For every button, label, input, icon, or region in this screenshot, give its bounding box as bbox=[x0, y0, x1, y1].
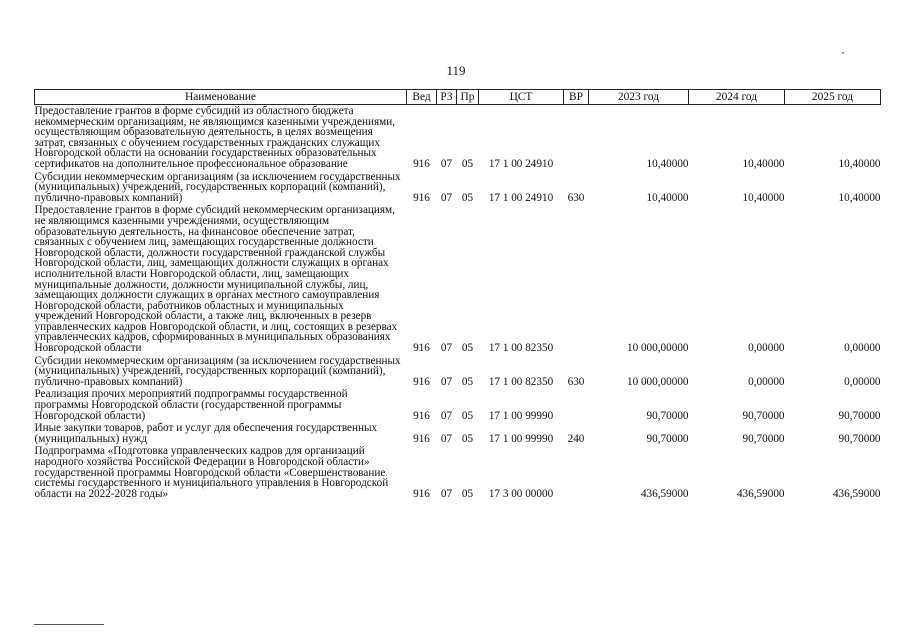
row-rz: 07 bbox=[440, 432, 453, 445]
table-row bbox=[35, 171, 881, 205]
row-ved: 916 bbox=[413, 191, 430, 204]
row-ved: 916 bbox=[413, 342, 430, 355]
row-ved: 916 bbox=[413, 432, 430, 445]
table-row bbox=[35, 388, 881, 422]
row-name: Подпрограмма «Подготовка управленческих кадров для организаций народного хозяйства Российской Федерации в Новгородской области» государственной программы Новгородской области «Совершенствование системы государственного и муниципального управления в Новгородской области на 2022-2028 годы» bbox=[34, 445, 389, 500]
row-pr: 05 bbox=[461, 342, 474, 355]
page-number: 119 bbox=[446, 63, 466, 78]
scan-speck bbox=[842, 52, 844, 54]
row-name: Субсидии некоммерческим организациям (за исключением государственных (муниципальных) учреждений, государственных корпораций (компаний), публично-правовых компаний) bbox=[34, 170, 401, 204]
col-header-2025: 2025 год bbox=[785, 90, 881, 105]
row-2025: 10,40000 bbox=[838, 157, 881, 170]
row-name-cell bbox=[35, 204, 407, 354]
row-cst: 17 1 00 99990 bbox=[488, 432, 554, 445]
row-vr bbox=[564, 204, 589, 354]
row-pr: 05 bbox=[461, 191, 474, 204]
budget-table bbox=[34, 89, 881, 500]
row-rz: 07 bbox=[440, 487, 453, 500]
table-row bbox=[35, 355, 881, 389]
col-header-2023: 2023 год bbox=[589, 90, 689, 105]
table-row bbox=[35, 204, 881, 354]
row-rz: 07 bbox=[440, 191, 453, 204]
row-2025: 0,00000 bbox=[844, 375, 881, 388]
row-ved: 916 bbox=[413, 375, 430, 388]
row-2023: 436,59000 bbox=[640, 487, 689, 500]
table-row bbox=[35, 445, 881, 500]
row-name: Реализация прочих мероприятий подпрограммы государственной программы Новгородской области (государственной программы Новгородской области) bbox=[34, 388, 348, 422]
row-name: Предоставление грантов в форме субсидий некоммерческим организациям, не являющимся казенными учреждениями, осуществляющим образовательную деятельность, на финансовое обеспечение затрат, связанных с обучением лиц, замещающих государственные должности Новгородской области, должности государственной гражданской службы Новгородской области, лиц, замещающих должности служащих в органах исполнительной власти Новгородской области, лиц, замещающих муниципальные должности, должности муниципальной службы, лиц, замещающих должности служащих в органах местного самоуправления Новгородской области, работников областных и муниципальных учреждений Новгородской области, а также лиц, включенных в резерв управленческих кадров Новгородской области, и лиц, состоящих в резервах управленческих кадров, сформированных в муниципальных образованиях Новгородской области bbox=[34, 204, 398, 355]
row-2024: 0,00000 bbox=[748, 375, 785, 388]
row-name-cell bbox=[35, 388, 407, 422]
col-header-2024: 2024 год bbox=[689, 90, 785, 105]
row-2024: 90,70000 bbox=[742, 432, 785, 445]
budget-table-container bbox=[34, 89, 880, 500]
row-2025: 90,70000 bbox=[838, 432, 881, 445]
row-pr: 05 bbox=[461, 157, 474, 170]
row-vr bbox=[564, 445, 589, 500]
row-cst: 17 1 00 24910 bbox=[488, 191, 554, 204]
row-rz: 07 bbox=[440, 342, 453, 355]
row-2023: 10 000,00000 bbox=[626, 342, 689, 355]
table-row bbox=[35, 422, 881, 445]
row-2024: 90,70000 bbox=[742, 409, 785, 422]
row-vr bbox=[564, 388, 589, 422]
row-2023: 10,40000 bbox=[646, 157, 689, 170]
row-2025: 436,59000 bbox=[832, 487, 881, 500]
table-row bbox=[35, 105, 881, 171]
row-2023: 10 000,00000 bbox=[626, 375, 689, 388]
row-2023: 90,70000 bbox=[646, 432, 689, 445]
row-ved: 916 bbox=[413, 409, 430, 422]
row-2025: 90,70000 bbox=[838, 409, 881, 422]
row-cst: 17 1 00 82350 bbox=[488, 375, 554, 388]
row-2023: 90,70000 bbox=[646, 409, 689, 422]
row-2024: 436,59000 bbox=[736, 487, 785, 500]
col-header-cst: ЦСТ bbox=[479, 90, 564, 105]
row-vr: 240 bbox=[567, 432, 585, 445]
table-header-row bbox=[35, 90, 881, 105]
row-cst: 17 1 00 24910 bbox=[488, 157, 554, 170]
row-2024: 10,40000 bbox=[742, 191, 785, 204]
row-name-cell bbox=[35, 105, 407, 171]
row-rz: 07 bbox=[440, 375, 453, 388]
row-2024: 10,40000 bbox=[742, 157, 785, 170]
row-name-cell bbox=[35, 355, 407, 389]
row-ved: 916 bbox=[413, 157, 430, 170]
row-vr: 630 bbox=[567, 191, 585, 204]
col-header-ved: Вед bbox=[407, 90, 437, 105]
row-name: Иные закупки товаров, работ и услуг для обеспечения государственных (муниципальных) нужд bbox=[34, 422, 378, 445]
row-2023: 10,40000 bbox=[646, 191, 689, 204]
col-header-name: Наименование bbox=[35, 90, 407, 105]
col-header-rz: РЗ bbox=[437, 90, 457, 105]
row-name-cell bbox=[35, 422, 407, 445]
footer-rule bbox=[34, 624, 104, 625]
row-cst: 17 1 00 99990 bbox=[488, 409, 554, 422]
row-cst: 17 3 00 00000 bbox=[488, 487, 554, 500]
row-cst: 17 1 00 82350 bbox=[488, 342, 554, 355]
row-ved: 916 bbox=[413, 487, 430, 500]
row-name: Предоставление грантов в форме субсидий из областного бюджета некоммерческим организациям, не являющимся казенными учреждениями, осуществляющим образовательную деятельность, в целях возмещения затрат, связанных с обучением государственных гражданских служащих Новгородской области на основании государственных образовательных сертификатов на дополнительное профессиональное образование bbox=[34, 105, 395, 170]
row-2024: 0,00000 bbox=[748, 342, 785, 355]
row-rz: 07 bbox=[440, 409, 453, 422]
row-vr bbox=[564, 105, 589, 171]
row-name-cell bbox=[35, 445, 407, 500]
row-pr: 05 bbox=[461, 432, 474, 445]
row-vr: 630 bbox=[567, 375, 585, 388]
row-pr: 05 bbox=[461, 409, 474, 422]
row-pr: 05 bbox=[461, 375, 474, 388]
row-2025: 0,00000 bbox=[844, 342, 881, 355]
col-header-pr: Пр bbox=[457, 90, 479, 105]
row-name: Субсидии некоммерческим организациям (за исключением государственных (муниципальных) учреждений, государственных корпораций (компаний), публично-правовых компаний) bbox=[34, 354, 401, 388]
row-name-cell bbox=[35, 171, 407, 205]
row-2025: 10,40000 bbox=[838, 191, 881, 204]
col-header-vr: ВР bbox=[564, 90, 589, 105]
row-pr: 05 bbox=[461, 487, 474, 500]
row-rz: 07 bbox=[440, 157, 453, 170]
